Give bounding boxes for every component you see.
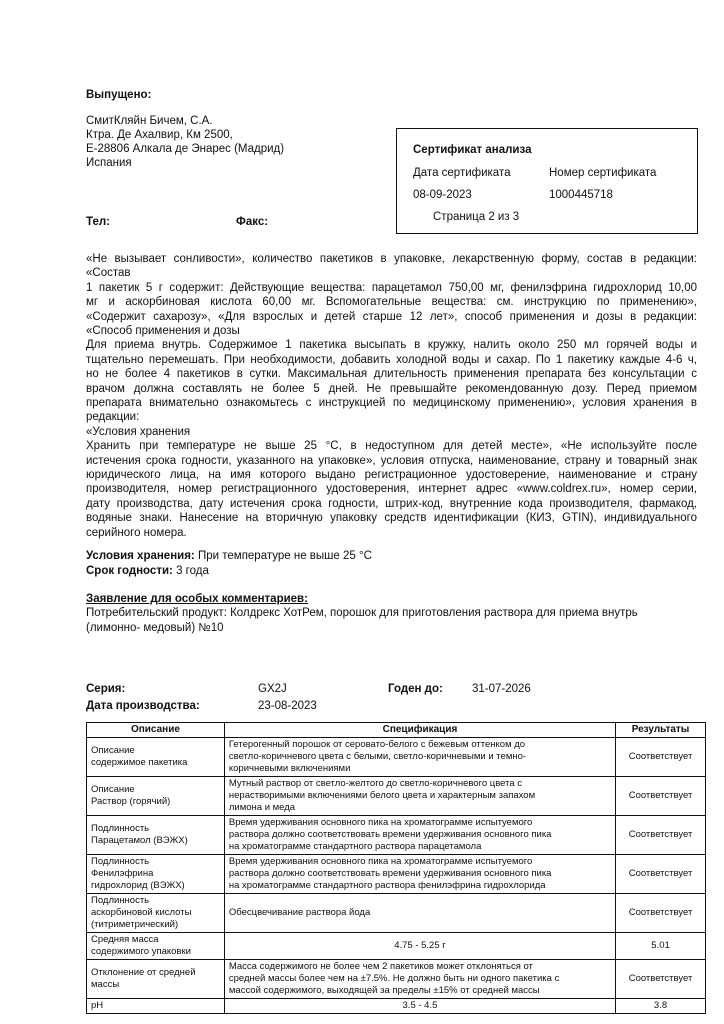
special-comments-label: Заявление для особых комментариев: (86, 593, 308, 605)
row-specification-line: на хроматограмме стандартного раствора фенилэфрина гидрохлорида (228, 880, 546, 891)
body-text-line: водяные знаки. Нанесение на вторичную упаковку средств идентификации (КИЗ, GTIN), индивидуального (86, 512, 697, 525)
row-specification-line: Гетерогенный порошок от серовато-белого с бежевым оттенком до (228, 739, 526, 750)
column-header-specification: Спецификация (224, 723, 615, 738)
row-description-line: pH (91, 1000, 104, 1011)
special-comments-line: Потребительский продукт: Колдрекс ХотРем, порошок для приготовления раствора для приема внутрь (86, 607, 638, 619)
row-description-line: Отклонение от средней (91, 967, 196, 978)
row-description-line: Описание (91, 745, 135, 756)
row-description-line: Парацетамол (ВЭЖХ) (91, 835, 188, 846)
row-specification-line: Масса содержимого не более чем 2 пакетиков может отклоняться от (228, 961, 533, 972)
row-specification (224, 855, 615, 894)
special-comments-line: (лимонно- медовый) №10 (86, 622, 224, 634)
table-row (87, 816, 706, 855)
body-text-line: врачом должна составлять не более 5 дней. Не превышайте рекомендованную дозу. Перед приемом (86, 382, 697, 395)
series-value: GX2J (258, 683, 287, 695)
fax-label: Факс: (236, 216, 269, 228)
row-specification-line: Время удерживания основного пика на хроматограмме испытуемого (228, 817, 533, 828)
row-specification (224, 738, 615, 777)
row-description-line: Средняя масса (91, 934, 159, 945)
column-header-results: Результаты (616, 723, 706, 738)
row-description-line: (титриметрический) (91, 919, 179, 930)
body-text-line: юридического лица, на имя которого выдано регистрационное удостоверение, наименование и страну (86, 469, 697, 481)
row-description (87, 960, 225, 999)
certificate-number-value: 1000445718 (549, 189, 613, 201)
certificate-date-label: Дата сертификата (413, 167, 511, 179)
expiry-value: 31-07-2026 (472, 683, 531, 695)
row-description-line: аскорбиновой кислоты (91, 907, 192, 918)
body-text-line: но не более 4 пакетиков в сутки. Максимальная длительность применения препарата без консультации с (86, 368, 697, 381)
storage-value: При температуре не выше 25 °С (197, 550, 372, 562)
row-description (87, 777, 225, 816)
page-indicator: Страница 2 из 3 (433, 211, 520, 223)
row-description (87, 855, 225, 894)
address-line: E-28806 Алкала де Энарес (Мадрид) (86, 143, 285, 155)
row-result: 5.01 (616, 933, 706, 960)
certificate-title: Сертификат анализа (413, 144, 532, 156)
body-text-line: «Состав (86, 267, 131, 280)
body-text-line: редакции: (86, 411, 140, 424)
body-text-line: истечения срока годности, указанного на упаковке», условия отпуска, наименование, страну и товарный знак (86, 454, 697, 467)
row-description-line: содержимого упаковки (91, 946, 191, 957)
row-description-line: Подлинность (91, 856, 150, 867)
table-row (87, 777, 706, 816)
row-result: Соответствует (616, 894, 706, 933)
address-line: Ктра. Де Ахалвир, Км 2500, (86, 129, 233, 141)
row-description-line: содержимое пакетика (91, 757, 188, 768)
table-row (87, 738, 706, 777)
body-text-line: «Способ применения и дозы (86, 325, 240, 337)
phone-label: Тел: (86, 216, 110, 228)
body-text-line: 1 пакетик 5 г содержит: Действующие вещества: парацетамол 750,00 мг, фенилэфрина гидрохлорид 10,00 (86, 281, 697, 294)
body-text-line: серийного номера. (86, 526, 187, 539)
storage-label: Условия хранения: (86, 550, 195, 562)
expiry-label: Годен до: (388, 683, 443, 695)
row-result: Соответствует (616, 816, 706, 855)
certificate-number-label: Номер сертификата (549, 167, 657, 179)
row-result: Соответствует (616, 855, 706, 894)
production-date-label: Дата производства: (86, 700, 200, 712)
body-text-line: «Условия хранения (86, 425, 191, 438)
certificate-box (396, 128, 698, 234)
row-result: Соответствует (616, 738, 706, 777)
row-result: 3.8 (616, 999, 706, 1014)
row-description (87, 999, 225, 1014)
address-line: Испания (86, 157, 132, 169)
table-row (87, 999, 706, 1014)
row-specification-line: Мутный раствор от светло-желтого до светло-коричневого цвета с (228, 778, 523, 789)
row-specification-line: светло-коричневого цвета с белыми, светло-коричневыми и темно- (228, 751, 527, 762)
row-description-line: Фенилэфрина (91, 868, 154, 879)
row-specification-line: Обесцвечивание раствора йода (228, 907, 371, 918)
row-description (87, 816, 225, 855)
row-specification-line: Время удерживания основного пика на хроматограмме испытуемого (228, 856, 533, 867)
body-text-line: «Содержит сахарозу», «Для взрослых и детей старше 12 лет», способ применения и дозы в редакции: (86, 310, 697, 323)
row-specification (224, 960, 615, 999)
row-specification-line: раствора должно соответствовать времени удерживания основного пика (228, 868, 552, 879)
row-specification (224, 777, 615, 816)
body-text-line: мг и аскорбиновая кислота 60,00 мг. Вспомогательные вещества: см. инструкцию по применению», (86, 296, 697, 309)
row-specification-line: лимона и меда (228, 802, 296, 813)
body-text-line: производителя, номер регистрационного удостоверения, интернет адрес «www.coldrex.ru», номер серии, (86, 483, 697, 496)
body-text-line: Хранить при температуре не выше 25 °С, в недоступном для детей месте», «Не используйте после (86, 440, 697, 453)
body-text-line: Для приема внутрь. Содержимое 1 пакетика высыпать в кружку, налить около 250 мл горячей воды и (86, 339, 697, 352)
body-text-line: «Не вызывает сонливости», количество пакетиков в упаковке, лекарственную форму, состав в редакции: (86, 253, 697, 265)
shelf-life-label: Срок годности: (86, 565, 173, 577)
production-date-value: 23-08-2023 (258, 700, 317, 712)
shelf-life-row (86, 564, 209, 578)
row-specification (224, 999, 615, 1014)
row-description-line: Подлинность (91, 823, 150, 834)
row-description (87, 933, 225, 960)
shelf-life-value: 3 года (176, 565, 209, 577)
row-specification-line: нерастворимыми включениями белого цвета и характерным запахом (228, 790, 536, 801)
row-result: Соответствует (616, 960, 706, 999)
table-row (87, 894, 706, 933)
table-row (87, 960, 706, 999)
row-specification-line: коричневыми включениями (228, 763, 351, 774)
table-row (87, 933, 706, 960)
row-description-line: массы (91, 979, 120, 990)
row-specification-line: 4.75 - 5.25 г (394, 940, 446, 951)
row-specification-line: массой содержимого, выходящей за пределы ±15% от средней массы (228, 985, 540, 996)
row-specification (224, 894, 615, 933)
row-description-line: гидрохлорид (ВЭЖХ) (91, 880, 185, 891)
certificate-date-value: 08-09-2023 (413, 189, 472, 201)
row-specification-line: 3.5 - 4.5 (402, 1000, 438, 1011)
series-label: Серия: (86, 683, 126, 695)
column-header-description: Описание (87, 723, 225, 738)
row-description-line: Описание (91, 784, 135, 795)
row-specification-line: на хроматограмме стандартного раствора парацетамола (228, 841, 482, 852)
body-text-line: препарата внимательно ознакомьтесь с инструкцией по медицинскому применению», условия хранения в (86, 397, 697, 409)
storage-row (86, 549, 372, 563)
issued-label: Выпущено: (86, 89, 152, 101)
row-result: Соответствует (616, 777, 706, 816)
specification-table (86, 722, 706, 1014)
row-description (87, 738, 225, 777)
row-specification (224, 816, 615, 855)
row-description (87, 894, 225, 933)
table-row (87, 855, 706, 894)
row-specification-line: средней массы более чем на ±7.5%. Не должно быть ни одного пакетика с (228, 973, 560, 984)
row-description-line: Подлинность (91, 895, 150, 906)
body-text-line: тщательно перемешать. При необходимости, добавить холодной воды и сахар. По 1 пакетику каждые 4-6 ч, (86, 353, 697, 366)
row-specification-line: раствора должно соответствовать времени удерживания основного пика (228, 829, 552, 840)
row-description-line: Раствор (горячий) (91, 796, 171, 807)
body-text-line: дату производства, дату истечения срока годности, штрих-код, внутренние кода производителя, фармакод, (86, 497, 697, 510)
row-specification (224, 933, 615, 960)
address-line: СмитКляйн Бичем, С.А. (86, 115, 213, 127)
